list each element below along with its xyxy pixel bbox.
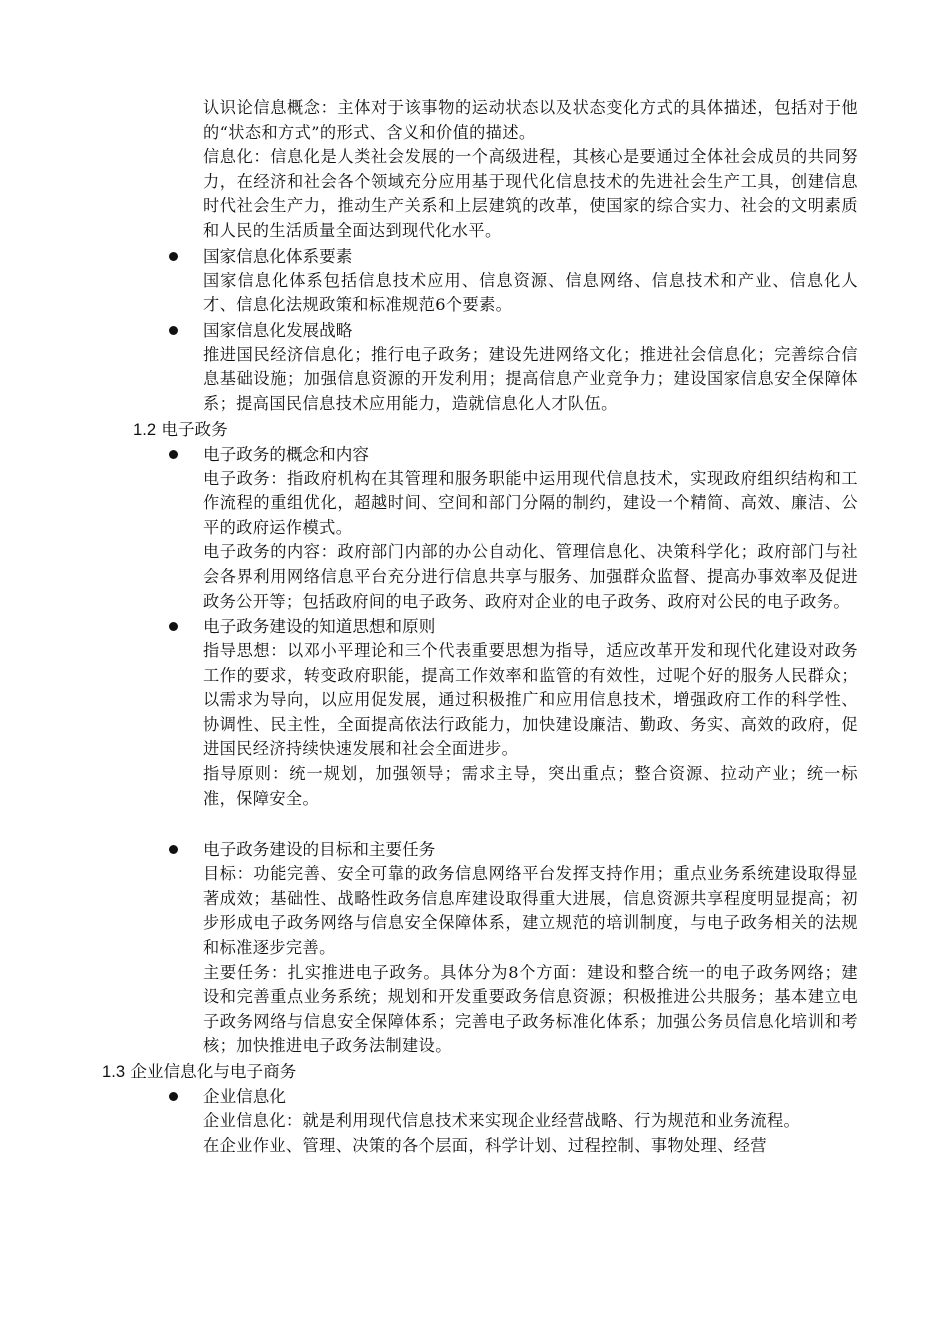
bullet-dot-icon [169,845,178,854]
document-page [0,96,950,1158]
paragraph-egov-content: 电子政务的内容：政府部门内部的办公自动化、管理信息化、决策科学化；政府部门与社会各界利用网络信息平台充分进行信息共享与服务、加强群众监督、提高办事效率及促进政务公开等；包括政府间的电子政务、政府对企业的电子政务、政府对公民的电子政务。 [203,542,858,611]
bullet-dot-icon [169,1092,178,1101]
paragraph-strategy: 推进国民经济信息化；推行电子政务；建设先进网络文化；推进社会信息化；完善综合信息基础设施；加强信息资源的开发利用；提高信息产业竞争力；建设国家信息安全保障体系；提高国民信息技术应用能力，造就信息化人才队伍。 [203,344,858,413]
bullet-dot-icon [169,622,178,631]
bullet-dot-icon [169,252,178,261]
bullet-label: 国家信息化体系要素 [203,246,353,266]
paragraph-enterprise-definition: 企业信息化：就是利用现代信息技术来实现企业经营战略、行为规范和业务流程。 [203,1111,801,1130]
spacer [0,811,950,837]
section-title: 电子政务 [161,419,228,439]
bullet-label: 电子政务建设的目标和主要任务 [203,840,436,860]
section-number: 1.2 [133,419,157,439]
bullet-dot-icon [169,326,178,335]
bullet-egov-goals [203,837,950,862]
bullet-enterprise-info [203,1084,950,1109]
bullet-label: 电子政务的概念和内容 [203,444,369,464]
bullet-dot-icon [169,450,178,459]
paragraph-epistemology: 认识论信息概念：主体对于该事物的运动状态以及状态变化方式的具体描述，包括对于他的“状态和方式”的形式、含义和价值的描述。 [203,98,858,142]
paragraph-system-elements: 国家信息化体系包括信息技术应用、信息资源、信息网络、信息技术和产业、信息化人才、信息化法规政策和标准规范6个要素。 [203,270,858,315]
bullet-label: 电子政务建设的知道思想和原则 [203,617,436,637]
section-title: 企业信息化与电子商务 [130,1062,297,1081]
bullet-egov-concept [203,442,950,467]
section-heading-1-2 [133,417,950,442]
paragraph-guiding-principles: 指导原则：统一规划，加强领导；需求主导，突出重点；整合资源、拉动产业；统一标准，保障安全。 [203,764,858,808]
bullet-label: 国家信息化发展战略 [203,320,353,340]
bullet-strategy [203,318,950,343]
paragraph-egov-definition: 电子政务：指政府机构在其管理和服务职能中运用现代信息技术，实现政府组织结构和工作流程的重组优化，超越时间、空间和部门分隔的制约，建设一个精简、高效、廉洁、公平的政府运作模式。 [203,468,858,537]
paragraph-guiding-thought: 指导思想：以邓小平理论和三个代表重要思想为指导，适应改革开发和现代化建设对政务工作的要求，转变政府职能，提高工作效率和监管的有效性，过呢个好的服务人民群众；以需求为导向，以应用促发展，通过积极推广和应用信息技术，增强政府工作的科学性、协调性、民主性，全面提高依法行政能力，加快建设廉洁、勤政、务实、高效的政府，促进国民经济持续快速发展和社会全面进步。 [203,641,858,759]
bullet-label: 企业信息化 [203,1087,286,1106]
paragraph-informatization: 信息化：信息化是人类社会发展的一个高级进程，其核心是要通过全体社会成员的共同努力，在经济和社会各个领域充分应用基于现代化信息技术的先进社会生产工具，创建信息时代社会生产力，推动生产关系和上层建筑的改革，使国家的综合实力、社会的文明素质和人民的生活质量全面达到现代化水平。 [203,147,858,240]
paragraph-goals: 目标：功能完善、安全可靠的政务信息网络平台发挥支持作用；重点业务系统建设取得显著成效；基础性、战略性政务信息库建设取得重大进展，信息资源共享程度明显提高；初步形成电子政务网络与信息安全保障体系，建立规范的培训制度，与电子政务相关的法规和标准逐步完善。 [203,864,858,958]
paragraph-main-tasks: 主要任务：扎实推进电子政务。具体分为8个方面：建设和整合统一的电子政务网络；建设和完善重点业务系统；规划和开发重要政务信息资源；积极推进公共服务；基本建立电子政务网络与信息安全保障体系；完善电子政务标准化体系；加强公务员信息化培训和考核；加快推进电子政务法制建设。 [203,962,858,1056]
bullet-system-elements [203,244,950,269]
bullet-egov-guidance [203,614,950,639]
section-number: 1.3 [102,1062,126,1081]
section-heading-1-3 [102,1059,950,1084]
paragraph-enterprise-operations: 在企业作业、管理、决策的各个层面，科学计划、过程控制、事物处理、经营 [203,1135,767,1155]
